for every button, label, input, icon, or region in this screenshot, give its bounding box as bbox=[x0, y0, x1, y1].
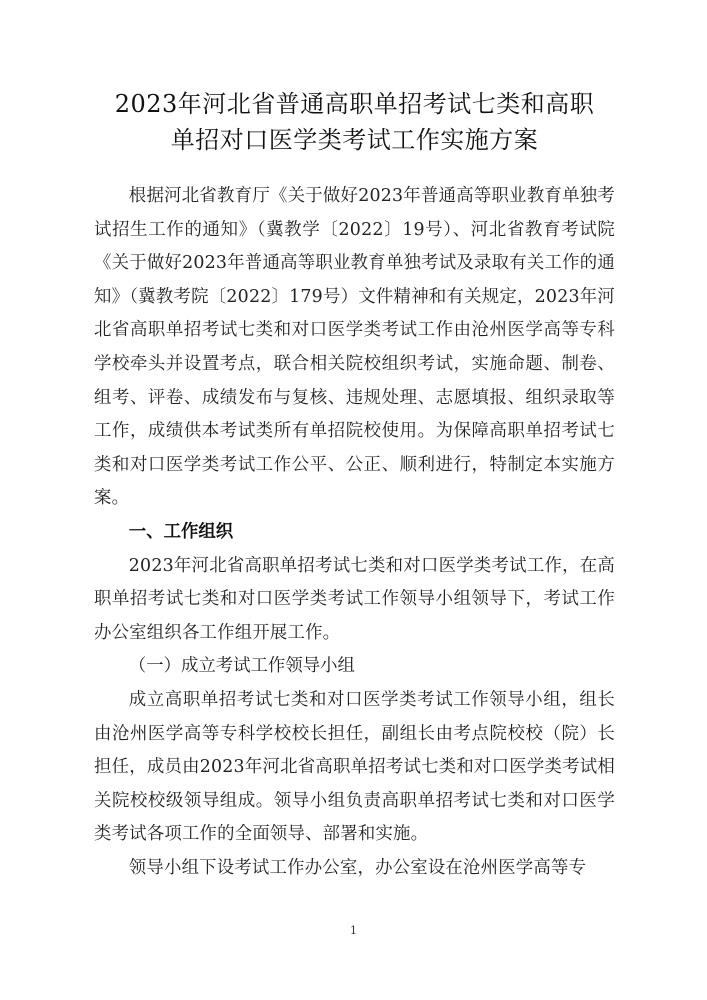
section1-paragraph: 2023年河北省高职单招考试七类和对口医学类考试工作，在高职单招考试七类和对口医学类考试工作领导小组领导下，考试工作办公室组织各工作组开展工作。 bbox=[94, 555, 615, 643]
subsection-heading-leading-group: （一）成立考试工作领导小组 bbox=[128, 656, 355, 677]
subsection1-paragraph-1: 成立高职单招考试七类和对口医学类考试工作领导小组，组长由沧州医学高等专科学校校长担任，副组长由考点院校校（院）长担任，成员由2023年河北省高职单招考试七类和对口医学类考试相关院校校级领导组成。领导小组负责高职单招考试七类和对口医学类考试各项工作的全面领导、部署和实施。 bbox=[94, 689, 615, 845]
title-line-1: 2023年河北省普通高职单招考试七类和高职 bbox=[114, 90, 595, 118]
intro-paragraph: 根据河北省教育厅《关于做好2023年普通高等职业教育单独考试招生工作的通知》（冀教学〔2022〕19号）、河北省教育考试院《关于做好2023年普通高等职业教育单独考试及录取有关工作的通知》（冀教考院〔2022〕179号）文件精神和有关规定，2023年河北省高职单招考试七类和对口医学类考试工作由沧州医学高等专科学校牵头并设置考点，联合相关院校组织考试，实施命题、制卷、组考、评卷、成绩发布与复核、违规处理、志愿填报、组织录取等工作，成绩供本考试类所有单招院校使用。为保障高职单招考试七类和对口医学类考试工作公平、公正、顺利进行，特制定本实施方案。 bbox=[94, 186, 615, 509]
document-title bbox=[94, 86, 615, 158]
document-body bbox=[94, 180, 615, 885]
title-line-2: 单招对口医学类考试工作实施方案 bbox=[170, 126, 539, 154]
subsection1-paragraph-2: 领导小组下设考试工作办公室，办公室设在沧州医学高等专 bbox=[128, 857, 587, 878]
section-heading-work-organization: 一、工作组织 bbox=[128, 521, 234, 542]
page-number: 1 bbox=[350, 924, 357, 937]
